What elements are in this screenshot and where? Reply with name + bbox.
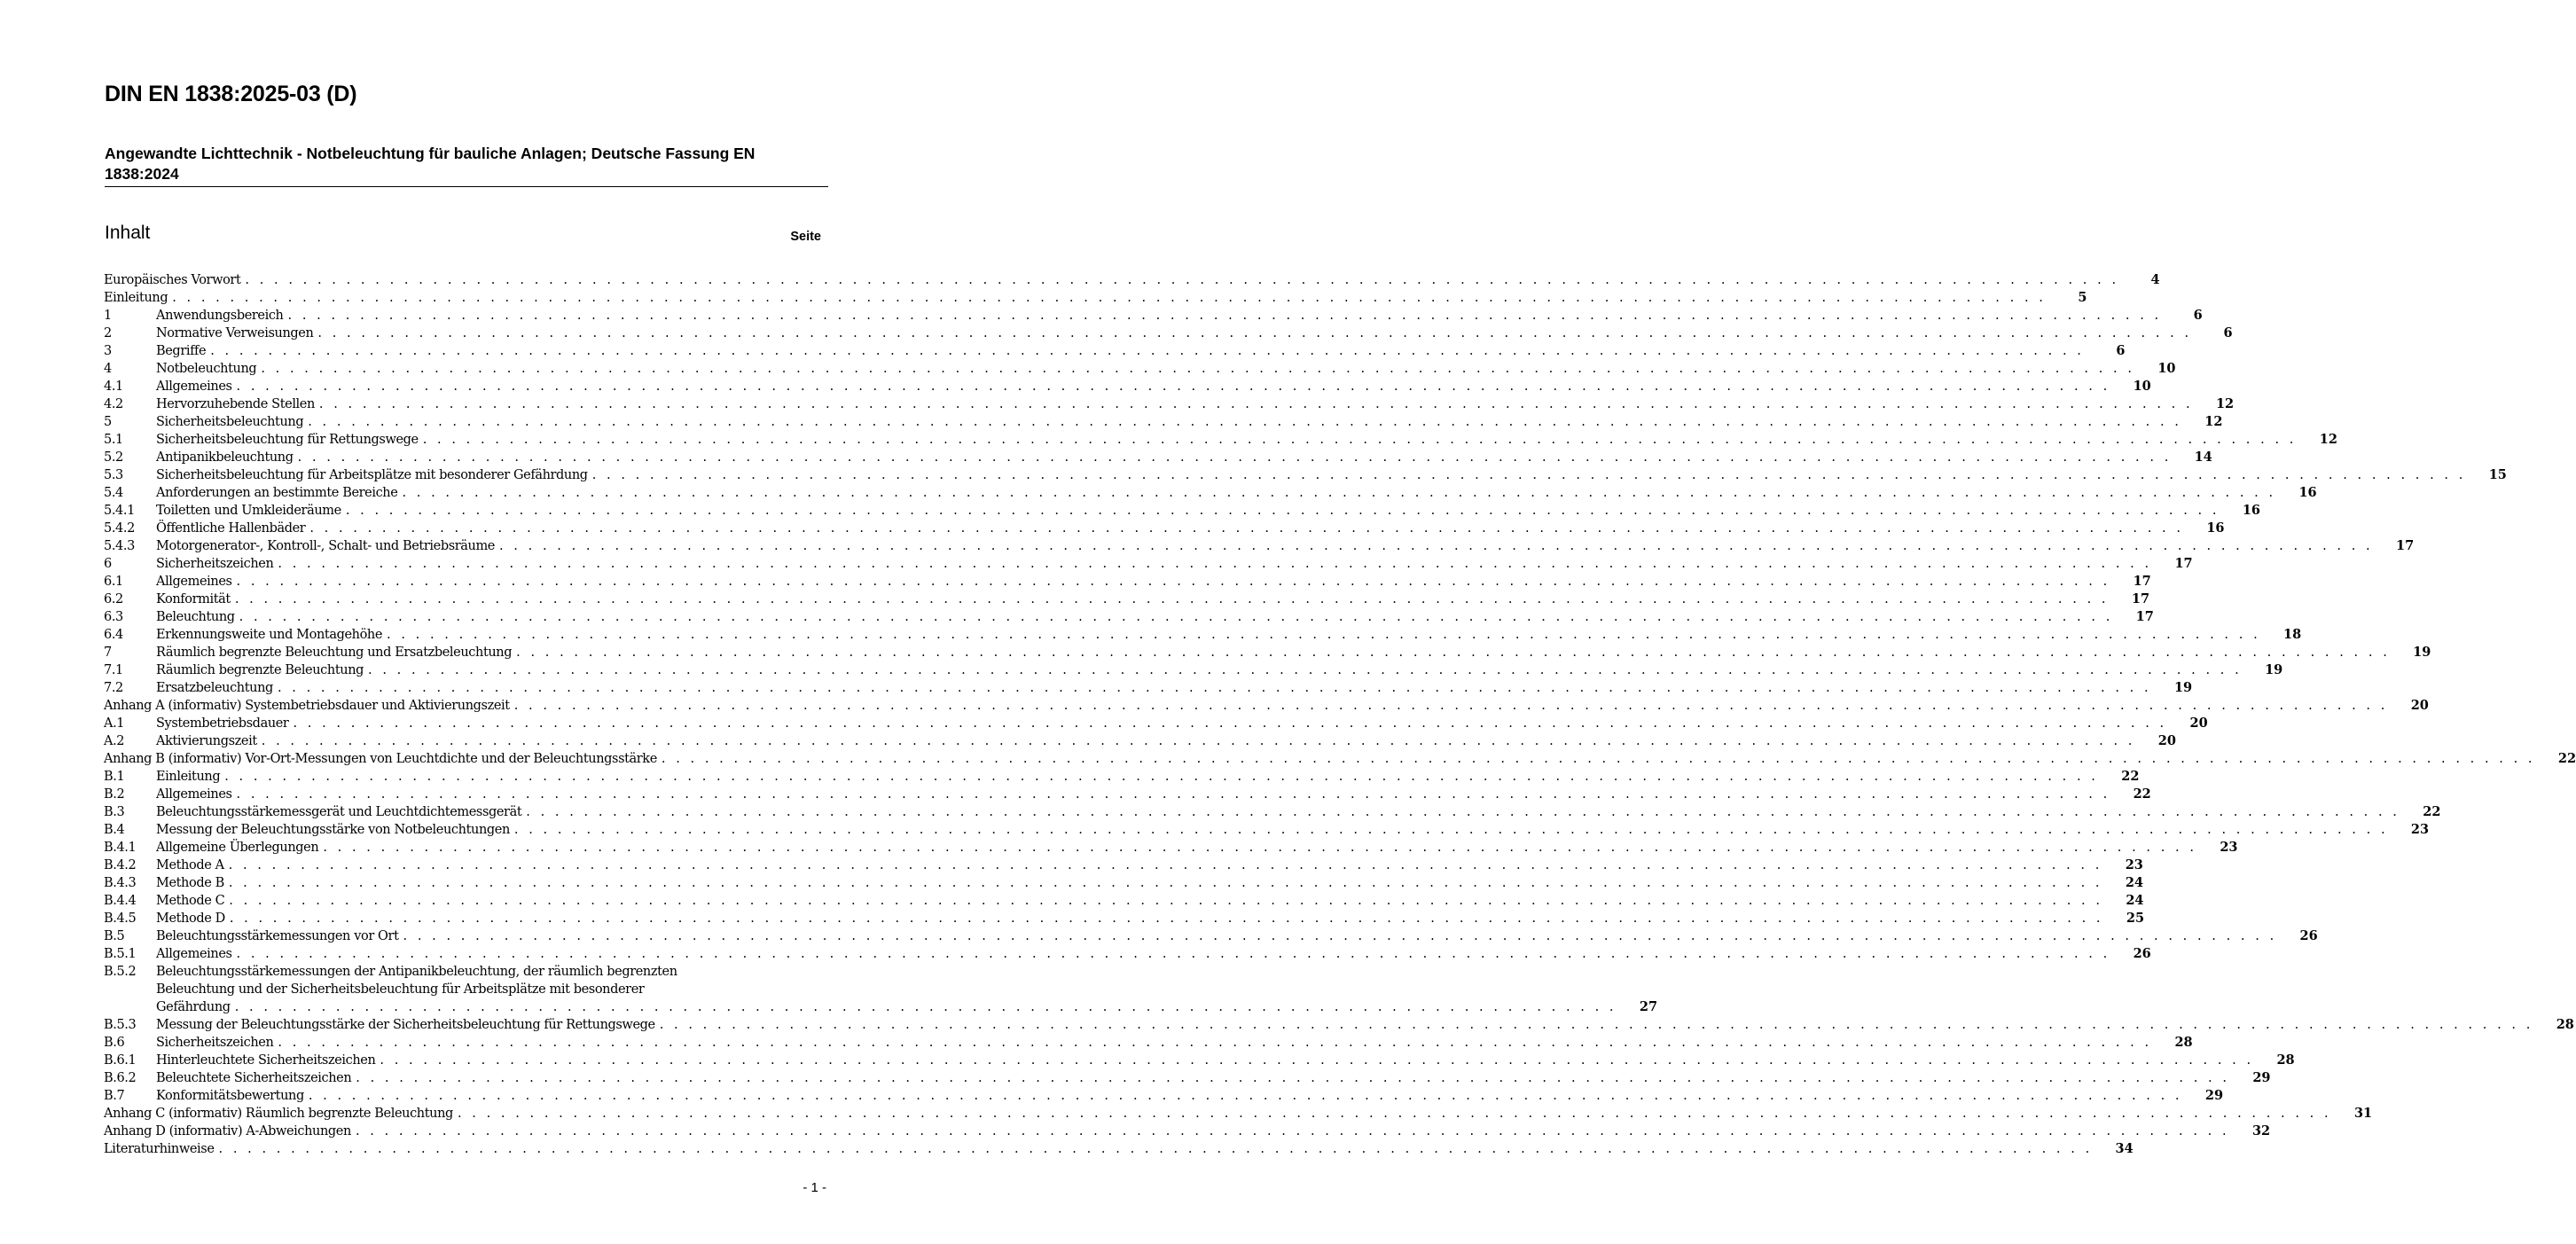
- toc-entry-title: Anhang A (informativ) Systembetriebsdauer und Aktivierungszeit: [104, 699, 510, 713]
- toc-entry-title: Anwendungsbereich: [156, 309, 284, 323]
- toc-entry-title: Methode A: [156, 858, 224, 872]
- dot-leader: [521, 803, 2400, 821]
- toc-entry-page: 28: [2556, 1017, 2574, 1032]
- dot-leader: [351, 1123, 2229, 1140]
- page-number: - 1 -: [803, 1180, 826, 1195]
- toc-entry[interactable]: [104, 874, 2144, 892]
- toc-entry-page: 16: [2206, 520, 2225, 536]
- toc-entry-page: 12: [2204, 414, 2223, 429]
- toc-entry-number: B.4.4: [104, 894, 137, 908]
- toc-entry[interactable]: [104, 271, 2160, 289]
- toc-entry-number: B.5: [104, 929, 125, 943]
- dot-leader: [375, 1052, 2253, 1069]
- toc-entry[interactable]: [104, 679, 2193, 697]
- toc-entry-title: Hervorzuhebende Stellen: [156, 397, 315, 411]
- document-title: Angewandte Lichttechnik - Notbeleuchtung für bauliche Anlagen; Deutsche Fassung EN 1838:2024: [105, 145, 756, 183]
- toc-entry-number: B.6.1: [104, 1053, 137, 1068]
- toc-entry-number: B.4.3: [104, 876, 137, 890]
- toc-entry-page: 29: [2252, 1070, 2271, 1085]
- table-of-contents: [104, 271, 2576, 1158]
- toc-entry-number: B.6: [104, 1036, 125, 1050]
- toc-entry-title: Anhang B (informativ) Vor-Ort-Messungen von Leuchtdichte und der Beleuchtungsstärke: [104, 752, 657, 766]
- toc-entry-title: Einleitung: [104, 291, 168, 305]
- toc-entry[interactable]: [104, 555, 2193, 573]
- dot-leader: [224, 892, 2102, 910]
- toc-entry-number: 3: [104, 344, 112, 358]
- toc-entry-title: Allgemeine Überlegungen: [156, 841, 319, 855]
- toc-entry[interactable]: [104, 857, 2143, 874]
- toc-entry-title: Erkennungsweite und Montagehöhe: [156, 628, 383, 642]
- dot-leader: [168, 289, 2046, 307]
- toc-entry-number: 5.4: [104, 486, 123, 500]
- dot-leader: [303, 413, 2181, 431]
- toc-entry-title: Methode C: [156, 894, 225, 908]
- toc-entry[interactable]: [104, 892, 2144, 910]
- toc-entry-number: 5.4.1: [104, 504, 135, 518]
- toc-entry[interactable]: [104, 608, 2154, 626]
- toc-entry[interactable]: [104, 1052, 2295, 1069]
- toc-entry-page: 28: [2276, 1052, 2295, 1068]
- toc-entry-title: Allgemeines: [156, 947, 232, 961]
- dot-leader: [399, 927, 2277, 945]
- toc-entry-page: 32: [2251, 1123, 2271, 1138]
- toc-entry-number: B.4.1: [104, 841, 137, 855]
- toc-entry[interactable]: [104, 839, 2238, 857]
- toc-entry-page: 18: [2283, 627, 2302, 642]
- toc-entry[interactable]: [104, 289, 2087, 307]
- toc-entry-title: Konformitätsbewertung: [156, 1089, 304, 1103]
- toc-entry[interactable]: [104, 325, 2233, 342]
- toc-entry-page: 10: [2157, 361, 2176, 376]
- toc-entry-title: Hinterleuchtete Sicherheitszeichen: [156, 1053, 376, 1068]
- toc-entry-title: Beleuchtete Sicherheitszeichen: [156, 1071, 352, 1085]
- dot-leader: [225, 910, 2103, 927]
- toc-entry-number: 6.4: [104, 628, 123, 642]
- dot-leader: [495, 537, 2373, 555]
- toc-entry-page: 16: [2298, 485, 2317, 500]
- toc-entry-title: Antipanikbeleuchtung: [156, 450, 294, 465]
- toc-entry[interactable]: [104, 1123, 2271, 1140]
- toc-entry-page: 12: [2319, 432, 2337, 447]
- toc-entry-title-line: Beleuchtung und der Sicherheitsbeleuchtung für Arbeitsplätze mit besonderer: [156, 982, 645, 997]
- toc-entry-number: 6.3: [104, 610, 123, 624]
- toc-entry[interactable]: [104, 626, 2302, 644]
- toc-entry-page: 23: [2220, 840, 2238, 855]
- toc-entry-page: 17: [2396, 538, 2415, 553]
- dot-leader: [315, 395, 2193, 413]
- dot-leader: [256, 360, 2134, 378]
- toc-entry-number: 7.1: [104, 663, 123, 677]
- toc-entry-page: 19: [2173, 680, 2193, 695]
- toc-entry-number: B.2: [104, 787, 125, 802]
- toc-entry-title: Aktivierungszeit: [156, 734, 257, 748]
- toc-entry-page: 20: [2410, 698, 2429, 713]
- toc-entry-title-line: Beleuchtungsstärkemessungen der Antipanikbeleuchtung, der räumlich begrenzten: [156, 965, 677, 979]
- toc-entry-page: 22: [2423, 804, 2441, 819]
- toc-entry-title: Räumlich begrenzte Beleuchtung und Ersatzbeleuchtung: [156, 645, 513, 660]
- toc-entry-page: 17: [2133, 574, 2151, 589]
- toc-entry[interactable]: [104, 1016, 2574, 1034]
- toc-entry[interactable]: [104, 697, 2429, 715]
- dot-leader: [341, 502, 2220, 520]
- dot-leader: [240, 271, 2118, 289]
- toc-entry-title: Anhang C (informativ) Räumlich begrenzte Beleuchtung: [104, 1107, 453, 1121]
- dot-leader: [588, 466, 2466, 484]
- toc-entry-title: Konformität: [156, 592, 231, 606]
- toc-entry-number: 5: [104, 415, 112, 429]
- toc-entry-number: B.5.2: [104, 965, 137, 979]
- toc-entry[interactable]: [104, 307, 2203, 325]
- toc-entry[interactable]: [104, 520, 2225, 537]
- toc-entry-number: 5.4.3: [104, 539, 135, 553]
- toc-entry-page: 15: [2488, 467, 2507, 482]
- dot-leader: [224, 874, 2102, 892]
- toc-entry-page: 17: [2135, 609, 2154, 624]
- page-column-label: Seite: [790, 230, 821, 244]
- toc-entry[interactable]: [104, 821, 2430, 839]
- toc-entry-title: Räumlich begrenzte Beleuchtung: [156, 663, 364, 677]
- toc-entry-title: Anhang D (informativ) A-Abweichungen: [104, 1124, 351, 1138]
- toc-entry-number: 4.2: [104, 397, 123, 411]
- toc-entry-number: B.4.5: [104, 911, 137, 926]
- toc-entry-page: 22: [2557, 751, 2576, 766]
- toc-entry[interactable]: [104, 378, 2151, 395]
- toc-entry[interactable]: [104, 449, 2212, 466]
- dot-leader: [257, 732, 2135, 750]
- toc-entry-title: Europäisches Vorwort: [104, 273, 241, 287]
- toc-entry[interactable]: [104, 573, 2151, 591]
- toc-entry-page: 27: [1639, 999, 1658, 1014]
- toc-entry-number: 5.1: [104, 433, 123, 447]
- toc-entry-title: Notbeleuchtung: [156, 362, 257, 376]
- toc-entry-title: Sicherheitszeichen: [156, 557, 274, 571]
- toc-entry-page: 24: [2125, 875, 2144, 890]
- toc-entry-title: Normative Verweisungen: [156, 326, 314, 340]
- toc-entry-page: 23: [2410, 822, 2430, 837]
- toc-entry-page: 24: [2126, 893, 2144, 908]
- toc-entry[interactable]: [104, 1087, 2224, 1105]
- toc-entry-page: 26: [2299, 928, 2318, 943]
- dot-leader: [273, 1034, 2151, 1052]
- dot-leader: [215, 1140, 2093, 1158]
- toc-entry-title: Einleitung: [156, 770, 221, 784]
- toc-entry[interactable]: [104, 927, 2318, 945]
- toc-entry-number: 2: [104, 326, 112, 340]
- dot-leader: [313, 325, 2191, 342]
- toc-entry-title: Messung der Beleuchtungsstärke von Notbeleuchtungen: [156, 823, 510, 837]
- toc-entry[interactable]: [104, 750, 2576, 768]
- toc-entry-title: Systembetriebsdauer: [156, 716, 289, 731]
- dot-leader: [284, 307, 2162, 325]
- toc-entry-number: 4: [104, 362, 112, 376]
- toc-entry[interactable]: [104, 732, 2176, 750]
- toc-entry-page: 16: [2242, 503, 2261, 518]
- dot-leader: [318, 839, 2196, 857]
- dot-leader: [510, 697, 2388, 715]
- toc-entry-title: Literaturhinweise: [104, 1142, 215, 1156]
- dot-leader: [305, 520, 2183, 537]
- toc-heading: Inhalt: [105, 223, 151, 243]
- toc-entry-number: 7.2: [104, 681, 123, 695]
- toc-entry[interactable]: [104, 502, 2261, 520]
- dot-leader: [224, 857, 2102, 874]
- toc-entry-title: Begriffe: [156, 344, 207, 358]
- toc-entry-number: 7: [104, 645, 112, 660]
- toc-entry-number: B.5.1: [104, 947, 137, 961]
- toc-entry[interactable]: [104, 910, 2145, 927]
- dot-leader: [364, 661, 2242, 679]
- dot-leader: [220, 768, 2098, 786]
- toc-entry-title: Sicherheitszeichen: [156, 1036, 274, 1050]
- dot-leader: [273, 555, 2151, 573]
- dot-leader: [294, 449, 2172, 466]
- toc-entry-number: 5.2: [104, 450, 123, 465]
- toc-entry-number: 4.1: [104, 379, 123, 394]
- toc-entry-page: 6: [2116, 343, 2126, 358]
- dot-leader: [235, 608, 2113, 626]
- document-id: DIN EN 1838:2025-03 (D): [105, 82, 357, 106]
- toc-entry-number: A.1: [104, 716, 125, 731]
- toc-entry-page: 26: [2133, 946, 2151, 961]
- toc-entry-title: Allgemeines: [156, 575, 232, 589]
- toc-entry-page: 17: [2131, 591, 2150, 606]
- toc-entry-page: 22: [2133, 786, 2151, 802]
- toc-entry-number: B.1: [104, 770, 125, 784]
- toc-entry-page: 34: [2115, 1141, 2134, 1156]
- toc-entry[interactable]: [104, 1034, 2193, 1052]
- toc-entry-title: Öffentliche Hallenbäder: [156, 521, 306, 536]
- toc-entry-title: Beleuchtung: [156, 610, 235, 624]
- toc-entry-page: 19: [2265, 662, 2283, 677]
- dot-leader: [231, 998, 1617, 1016]
- toc-entry-page: 25: [2126, 911, 2145, 926]
- toc-entry-title: Motorgenerator-, Kontroll-, Schalt- und Betriebsräume: [156, 539, 495, 553]
- toc-entry[interactable]: [104, 395, 2235, 413]
- dot-leader: [512, 644, 2390, 661]
- toc-entry-page: 20: [2157, 733, 2176, 748]
- dot-leader: [397, 484, 2275, 502]
- toc-entry-number: B.3: [104, 805, 125, 819]
- toc-entry[interactable]: [104, 644, 2431, 661]
- dot-leader: [232, 786, 2110, 803]
- toc-entry[interactable]: [104, 803, 2441, 821]
- toc-entry[interactable]: [104, 466, 2507, 484]
- toc-entry-title: Ersatzbeleuchtung: [156, 681, 273, 695]
- toc-entry-number: A.2: [104, 734, 125, 748]
- toc-entry-title-line: Gefährdung: [156, 1000, 231, 1014]
- toc-entry-title: Sicherheitsbeleuchtung für Arbeitsplätze mit besonderer Gefährdung: [156, 468, 588, 482]
- toc-entry[interactable]: [104, 786, 2151, 803]
- toc-entry-title: Methode B: [156, 876, 224, 890]
- toc-entry-number: 5.3: [104, 468, 123, 482]
- toc-entry-title: Messung der Beleuchtungsstärke der Sicherheitsbeleuchtung für Rettungswege: [156, 1018, 655, 1032]
- toc-entry[interactable]: [104, 413, 2223, 431]
- toc-entry[interactable]: [104, 1105, 2373, 1123]
- toc-entry-number: B.7: [104, 1089, 125, 1103]
- toc-entry[interactable]: [104, 360, 2176, 378]
- toc-entry-title: Allgemeines: [156, 787, 232, 802]
- toc-entry-title: Toiletten und Umkleideräume: [156, 504, 341, 518]
- dot-leader: [232, 573, 2110, 591]
- toc-entry[interactable]: [104, 1140, 2134, 1158]
- toc-entry-page: 10: [2133, 379, 2151, 394]
- dot-leader: [419, 431, 2297, 449]
- dot-leader: [288, 715, 2166, 732]
- toc-entry-number: B.4.2: [104, 858, 137, 872]
- toc-entry-page: 29: [2204, 1088, 2224, 1103]
- toc-entry[interactable]: [104, 963, 1658, 1016]
- toc-entry[interactable]: [104, 715, 2208, 732]
- toc-entry[interactable]: [104, 537, 2415, 555]
- toc-entry-title: Allgemeines: [156, 379, 232, 394]
- toc-entry-page: 28: [2174, 1035, 2193, 1050]
- dot-leader: [206, 342, 2084, 360]
- toc-entry[interactable]: [104, 484, 2317, 502]
- toc-entry-page: 4: [2150, 272, 2160, 287]
- toc-entry-title: Beleuchtungsstärkemessgerät und Leuchtdichtemessgerät: [156, 805, 522, 819]
- toc-entry-title: Anforderungen an bestimmte Bereiche: [156, 486, 398, 500]
- title-divider: [105, 186, 828, 187]
- toc-entry-page: 20: [2189, 716, 2208, 731]
- toc-entry-title: Sicherheitsbeleuchtung für Rettungswege: [156, 433, 419, 447]
- dot-leader: [232, 378, 2110, 395]
- dot-leader: [351, 1069, 2229, 1087]
- dot-leader: [655, 1016, 2533, 1034]
- dot-leader: [232, 945, 2110, 963]
- toc-entry-number: B.5.3: [104, 1018, 137, 1032]
- toc-entry-page: 6: [2193, 308, 2203, 323]
- toc-entry-page: 6: [2223, 325, 2233, 340]
- toc-entry[interactable]: [104, 1069, 2271, 1087]
- dot-leader: [231, 591, 2109, 608]
- toc-entry[interactable]: [104, 768, 2140, 786]
- toc-entry-number: 6: [104, 557, 112, 571]
- toc-entry-title: Methode D: [156, 911, 225, 926]
- toc-entry-number: 6.2: [104, 592, 123, 606]
- toc-entry-page: 31: [2353, 1106, 2373, 1121]
- toc-entry-page: 22: [2121, 769, 2140, 784]
- toc-entry-title: Sicherheitsbeleuchtung: [156, 415, 304, 429]
- dot-leader: [273, 679, 2151, 697]
- toc-entry[interactable]: [104, 661, 2283, 679]
- toc-entry-number: 6.1: [104, 575, 123, 589]
- toc-entry-page: 17: [2174, 556, 2193, 571]
- toc-entry-page: 19: [2413, 645, 2431, 660]
- toc-entry[interactable]: [104, 342, 2126, 360]
- toc-entry-page: 12: [2215, 396, 2235, 411]
- toc-entry-number: B.6.2: [104, 1071, 137, 1085]
- toc-entry-number: B.4: [104, 823, 125, 837]
- dot-leader: [453, 1105, 2331, 1123]
- dot-leader: [382, 626, 2260, 644]
- toc-entry-number: 1: [104, 309, 112, 323]
- toc-entry[interactable]: [104, 431, 2337, 449]
- toc-entry-page: 23: [2125, 857, 2143, 872]
- toc-entry-page: 14: [2194, 450, 2212, 465]
- toc-entry[interactable]: [104, 591, 2150, 608]
- toc-entry[interactable]: [104, 945, 2151, 963]
- toc-entry-number: 5.4.2: [104, 521, 135, 536]
- toc-entry-title: Beleuchtungsstärkemessungen vor Ort: [156, 929, 399, 943]
- dot-leader: [657, 750, 2535, 768]
- toc-entry-page: 5: [2078, 290, 2087, 305]
- dot-leader: [304, 1087, 2182, 1105]
- dot-leader: [510, 821, 2388, 839]
